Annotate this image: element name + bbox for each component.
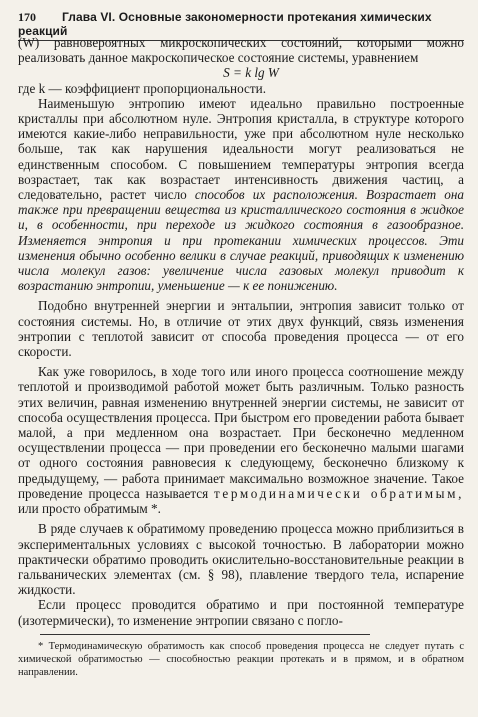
text-run: Как уже говорилось, в ходе того или иного процесса соотношение между теплотой и производимой работой может быть различным. Только разность этих величин, равная изменению внутренней энергии системы, не зависит от способа осуществления процесса. При быстром его проведении работа бывает малой, а при медленном она возрастает. При бесконечно медленном осуществлении процесса — при проведении его бесконечно малыми шагами от одного состояния равновесия к следующему, бесконечно близкому к предыдущему, — работа принимает максимально возможное значение. Такое проведение процесса называется [18, 364, 464, 501]
paragraph-isothermal: Если процесс проводится обратимо и при постоянной температуре (изотермически), то изменение энтропии связано с погло- [18, 597, 464, 628]
footnote-text: * Термодинамическую обратимость как способ проведения процесса не следует путать с химической обратимостью — способностью реакции протекать и в прямом, и в обратном направлении. [18, 641, 464, 678]
text-run: или просто обратимым *. [18, 501, 161, 517]
page-number: 170 [18, 10, 36, 24]
footnote-divider [40, 634, 370, 635]
paragraph-experimental: В ряде случаев к обратимому проведению процесса можно приблизиться в экспериментальных условиях с высокой точностью. В лаборатории можно практически обратимо проводить окислительно-восстановительные реакции в гальванических элементах (см. § 98), плавление твердого тела, испарение жидкости. [18, 521, 464, 598]
italic-text-run: способов их расположения. [194, 187, 358, 203]
footnote [18, 640, 464, 679]
running-title: Глава VI. Основные закономерности протекания химических реакций [18, 10, 432, 38]
spaced-term: термодинамически обратимым, [214, 485, 464, 501]
text-run: Возрастает она также при превращении вещества из кристаллического состояния в жидкое и, в особенности, при переходе из жидкого состояния в газообразное. Изменяется энтропия и при протекании химических процессов. Эти изменения обычно особенно велики в случае реакций, приводящих к изменению числа молекул газов: увеличение числа газовых молекул приводит к возрастанию энтропии, уменьшение — к ее понижению. [18, 187, 465, 294]
paragraph-reversibility [18, 364, 464, 516]
text-run: Наименьшую энтропию имеют идеально правильно построенные кристаллы при абсолютном нуле. Энтропия кристалла, в структуре которого имеются какие-либо неправильности, уже при абсолютном нуле несколько больше, так как нарушения идеальности могут реализоваться не единственным способом. С повышением температуры энтропия всегда возрастает, так как возрастает интенсивность движения частиц, а следовательно, растет число [18, 95, 464, 203]
entropy-formula: S = k lg W [223, 65, 279, 81]
paragraph-coefficient-definition: где k — коэффициент пропорциональности. [18, 80, 266, 96]
paragraph-state-function: Подобно внутренней энергии и энтальпии, энтропия зависит только от состояния системы. Но, в отличие от этих двух функций, связь изменения энтропии с теплотой зависит от способа проведения процесса — от его скорости. [18, 298, 464, 360]
main-text [18, 35, 464, 628]
paragraph-entropy-crystals [18, 96, 464, 294]
paragraph-continuation: (W) равновероятных микроскопических состояний, которыми можно реализовать данное макроскопическое состояние системы, уравнением [18, 35, 464, 66]
